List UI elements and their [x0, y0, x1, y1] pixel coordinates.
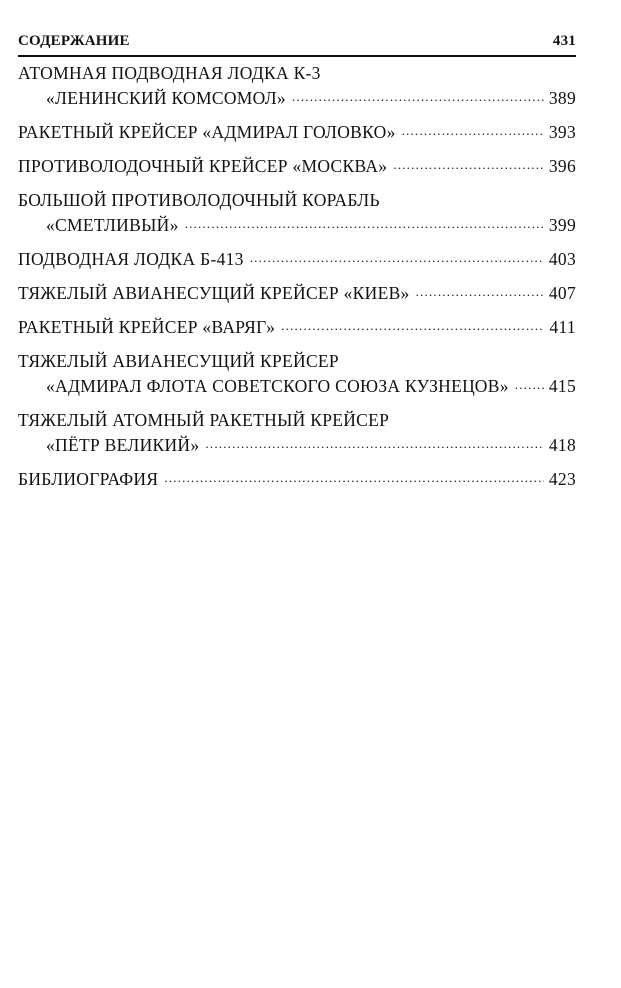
toc-entry-title: ПОДВОДНАЯ ЛОДКА Б-413	[18, 249, 244, 269]
toc-line	[18, 190, 576, 215]
toc-line	[18, 376, 576, 401]
toc-entry-title: «СМЕТЛИВЫЙ»	[46, 215, 179, 235]
toc-page-number: 396	[548, 156, 576, 176]
toc-line	[18, 249, 576, 274]
toc-entry-title: АТОМНАЯ ПОДВОДНАЯ ЛОДКА К-3	[18, 63, 321, 83]
toc-entry	[18, 63, 576, 113]
toc-line	[18, 215, 576, 240]
toc-entry	[18, 283, 576, 308]
toc-page-number: 411	[549, 317, 576, 337]
toc-page-number: 418	[548, 435, 576, 455]
toc-entry	[18, 122, 576, 147]
running-header	[18, 33, 576, 55]
toc-entry	[18, 317, 576, 342]
header-rule	[18, 55, 576, 57]
toc-entry-title: РАКЕТНЫЙ КРЕЙСЕР «АДМИРАЛ ГОЛОВКО»	[18, 122, 396, 142]
dot-leader	[416, 285, 544, 299]
toc-line	[18, 122, 576, 147]
toc-line	[18, 156, 576, 181]
table-of-contents	[18, 63, 576, 494]
toc-page-number: 393	[548, 122, 576, 142]
dot-leader	[402, 124, 544, 138]
toc-line	[18, 283, 576, 308]
dot-leader	[164, 471, 544, 485]
toc-line	[18, 351, 576, 376]
toc-entry-title: ПРОТИВОЛОДОЧНЫЙ КРЕЙСЕР «МОСКВА»	[18, 156, 388, 176]
toc-page-number: 407	[548, 283, 576, 303]
toc-entry-title: РАКЕТНЫЙ КРЕЙСЕР «ВАРЯГ»	[18, 317, 276, 337]
dot-leader	[250, 251, 544, 265]
toc-entry-title: ТЯЖЕЛЫЙ АТОМНЫЙ РАКЕТНЫЙ КРЕЙСЕР	[18, 410, 390, 430]
section-title: СОДЕРЖАНИЕ	[18, 33, 130, 49]
toc-entry	[18, 410, 576, 460]
toc-entry	[18, 469, 576, 494]
toc-entry	[18, 249, 576, 274]
toc-line	[18, 63, 576, 88]
toc-entry	[18, 351, 576, 401]
dot-leader	[205, 437, 544, 451]
toc-entry-title: БИБЛИОГРАФИЯ	[18, 469, 159, 489]
toc-line	[18, 88, 576, 113]
dot-leader	[515, 378, 544, 392]
toc-page-number: 389	[548, 88, 576, 108]
toc-entry-title: ТЯЖЕЛЫЙ АВИАНЕСУЩИЙ КРЕЙСЕР «КИЕВ»	[18, 283, 410, 303]
toc-line	[18, 410, 576, 435]
toc-entry-title: БОЛЬШОЙ ПРОТИВОЛОДОЧНЫЙ КОРАБЛЬ	[18, 190, 380, 210]
toc-entry-title: ТЯЖЕЛЫЙ АВИАНЕСУЩИЙ КРЕЙСЕР	[18, 351, 339, 371]
page-number: 431	[552, 33, 576, 49]
toc-entry-title: «ЛЕНИНСКИЙ КОМСОМОЛ»	[46, 88, 286, 108]
toc-entry-title: «ПЁТР ВЕЛИКИЙ»	[46, 435, 200, 455]
toc-page-number: 399	[548, 215, 576, 235]
dot-leader	[185, 217, 544, 231]
toc-entry	[18, 156, 576, 181]
toc-entry-title: «АДМИРАЛ ФЛОТА СОВЕТСКОГО СОЮЗА КУЗНЕЦОВ»	[46, 376, 509, 396]
dot-leader	[393, 158, 544, 172]
toc-line	[18, 317, 576, 342]
toc-line	[18, 469, 576, 494]
toc-line	[18, 435, 576, 460]
toc-page-number: 403	[548, 249, 576, 269]
toc-page-number: 423	[548, 469, 576, 489]
document-page	[18, 33, 576, 503]
dot-leader	[292, 90, 544, 104]
toc-page-number: 415	[548, 376, 576, 396]
toc-entry	[18, 190, 576, 240]
dot-leader	[281, 319, 544, 333]
